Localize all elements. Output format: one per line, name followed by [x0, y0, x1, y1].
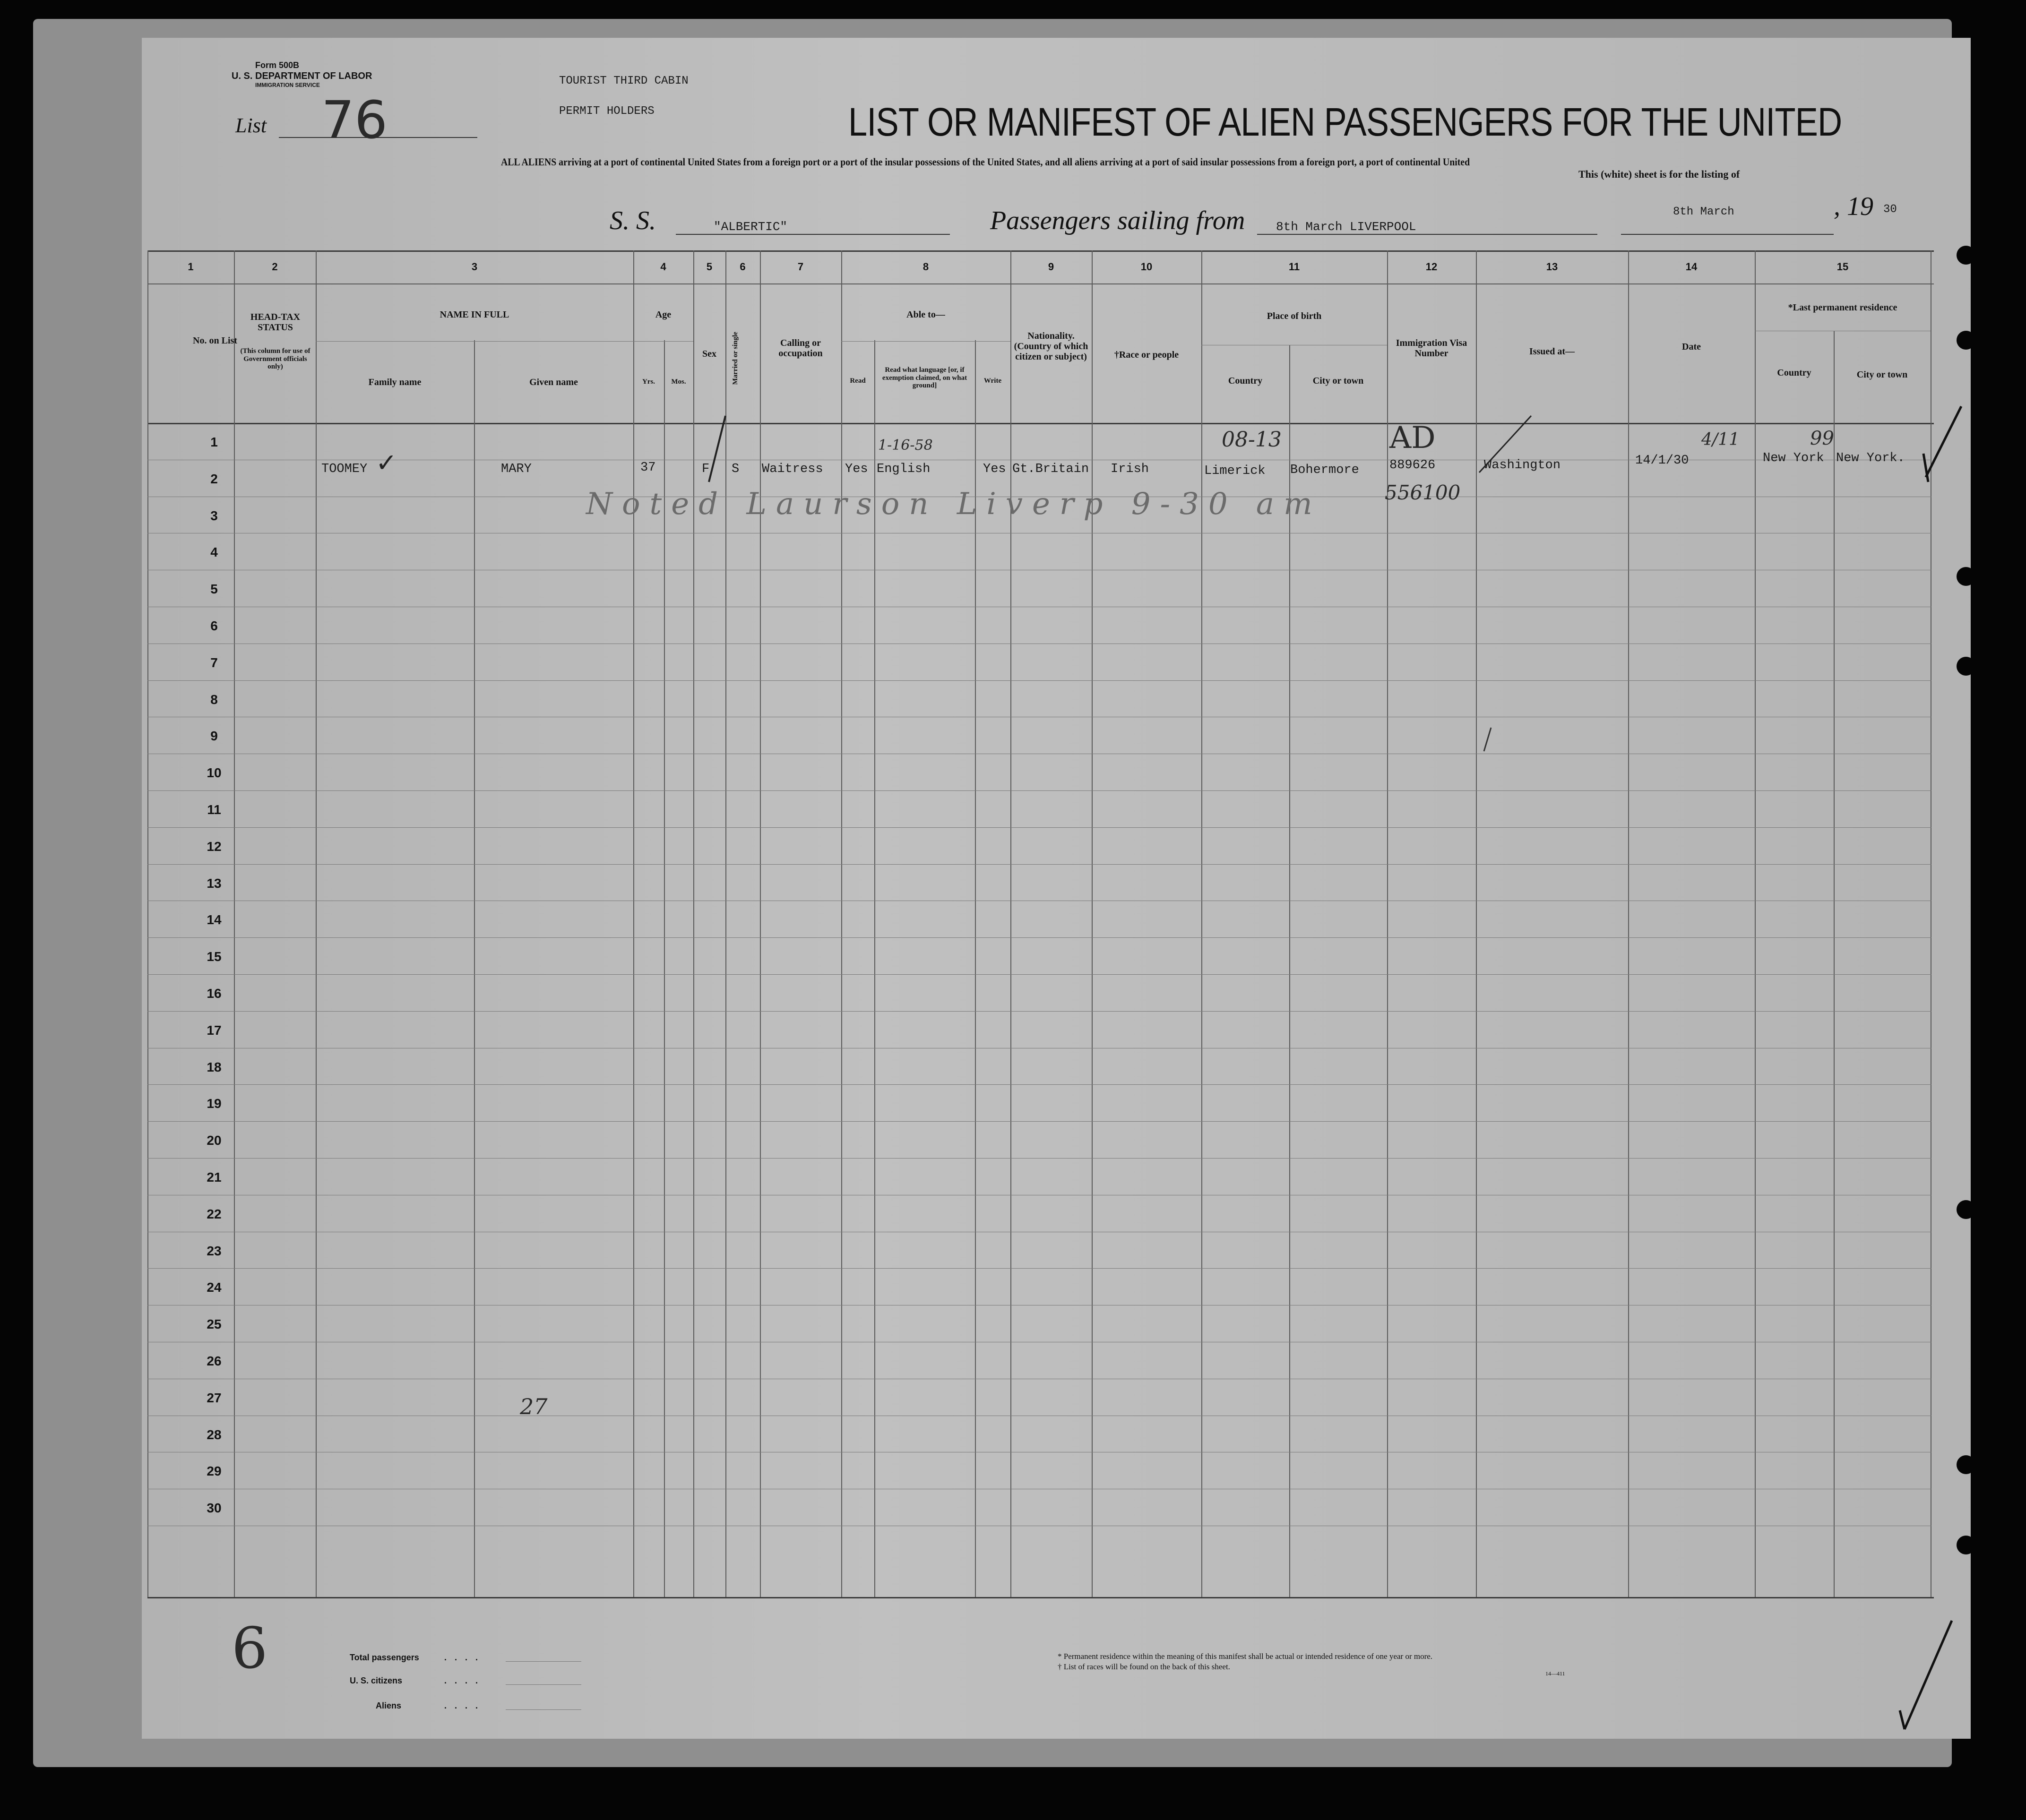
hdr-no-on-list: No. on List: [193, 335, 237, 346]
row-number: 9: [210, 729, 218, 743]
row-number: 7: [210, 655, 218, 670]
hdr-name-in-full: NAME IN FULL: [440, 309, 509, 320]
visa-handwritten: 556100: [1385, 481, 1461, 504]
colnum-9: 9: [1048, 261, 1054, 273]
hdr-birth-country: Country: [1228, 376, 1263, 386]
hdr-place-of-birth: Place of birth: [1267, 311, 1322, 321]
department-name: U. S. DEPARTMENT OF LABOR: [232, 71, 372, 81]
row-number: 21: [207, 1170, 222, 1185]
row-number: 2: [210, 472, 218, 486]
footnote-residence: * Permanent residence within the meaning of this manifest shall be actual or intended residence of one year or more.: [1058, 1652, 1433, 1661]
read-value: Yes: [845, 462, 868, 476]
check-stroke: [1926, 406, 1961, 477]
hdr-visa: Immigration Visa Number: [1396, 338, 1467, 359]
row-number: 29: [207, 1464, 222, 1478]
hdr-sex: Sex: [702, 349, 716, 359]
hdr-birth-city: City or town: [1312, 376, 1364, 386]
row-number: 5: [210, 582, 218, 596]
row-number: 13: [207, 876, 222, 891]
residence-code: 99: [1810, 428, 1834, 449]
row-number: 25: [207, 1317, 222, 1331]
dot-leader: . . . .: [444, 1676, 481, 1685]
colnum-14: 14: [1685, 261, 1698, 273]
list-label: List: [235, 114, 267, 137]
hdr-age: Age: [655, 309, 672, 320]
colnum-4: 4: [660, 261, 666, 273]
hdr-yrs: Yrs.: [642, 378, 655, 386]
hdr-read-language: Read what language [or, if exemption claimed, on what ground]: [882, 366, 967, 389]
hdr-mos: Mos.: [671, 378, 686, 386]
aliens-label: Aliens: [376, 1701, 402, 1710]
row-number: 18: [207, 1060, 222, 1074]
marital-value: S: [732, 462, 740, 476]
row-number: 1: [210, 435, 218, 449]
race-value: Irish: [1111, 462, 1149, 476]
colnum-2: 2: [272, 261, 278, 273]
row-number: 11: [207, 802, 221, 817]
list-number: 76: [321, 90, 388, 150]
row-number: 20: [207, 1133, 222, 1148]
row-number: 4: [210, 545, 218, 559]
given-name-value: MARY: [501, 462, 532, 476]
birth-country-value: Limerick: [1204, 464, 1266, 478]
language-value: English: [877, 462, 931, 476]
pen-slash: [709, 416, 725, 482]
row-number: 26: [207, 1354, 222, 1368]
colnum-10: 10: [1140, 261, 1153, 273]
colnum-3: 3: [471, 261, 478, 273]
row2-handwriting: Noted Laurson Liverp 9-30 am: [586, 487, 1322, 522]
row-number: 8: [210, 692, 218, 707]
colnum-8: 8: [922, 261, 929, 273]
colnum-12: 12: [1425, 261, 1438, 273]
hdr-res-city: City or town: [1856, 369, 1908, 380]
service-name: IMMIGRATION SERVICE: [255, 82, 320, 88]
sailing-from: 8th March LIVERPOOL: [1276, 220, 1416, 234]
hdr-last-residence: *Last permanent residence: [1788, 302, 1897, 313]
sailing-date: 8th March: [1673, 206, 1734, 218]
hdr-read: Read: [850, 377, 866, 385]
pen-mark: [1484, 728, 1491, 751]
nationality-value: Gt.Britain: [1012, 462, 1089, 476]
hdr-family-name: Family name: [368, 377, 422, 387]
print-code: 14—411: [1545, 1670, 1565, 1677]
row-number: 17: [207, 1023, 222, 1038]
hdr-nationality: Nationality. (Country of which citizen or subject): [1014, 331, 1088, 362]
check-stroke: [1923, 454, 1928, 482]
row-number: 30: [207, 1501, 222, 1515]
ship-name: "ALBERTIC": [714, 220, 788, 234]
age-value: 37: [640, 461, 656, 475]
res-city-value: New York.: [1836, 451, 1905, 465]
colnum-6: 6: [740, 261, 746, 273]
year-suffix: 30: [1883, 203, 1897, 216]
given-name-mark: 27: [520, 1394, 548, 1419]
visa-number-value: 889626: [1389, 458, 1436, 472]
colnum-11: 11: [1288, 261, 1300, 273]
table-bottom-border: [147, 1597, 1934, 1598]
row-number: 10: [207, 765, 222, 780]
row-number: 16: [207, 986, 222, 1001]
class-note-1: TOURIST THIRD CABIN: [559, 75, 689, 87]
us-citizens-line: [506, 1684, 581, 1685]
checkmark-icon: ✓: [376, 448, 397, 478]
row-number: 12: [207, 839, 222, 854]
date-note: 4/11: [1701, 430, 1740, 449]
colnum-7: 7: [797, 261, 804, 273]
us-citizens-label: U. S. citizens: [350, 1676, 403, 1685]
row-number: 14: [207, 912, 222, 927]
hdr-able-to: Able to—: [906, 309, 945, 320]
manifest-title: LIST OR MANIFEST OF ALIEN PASSENGERS FOR THE UNITED: [848, 100, 1842, 144]
margin-number: 6: [232, 1616, 268, 1682]
row-number: 19: [207, 1096, 222, 1111]
colnum-13: 13: [1546, 261, 1558, 273]
hdr-date: Date: [1682, 342, 1701, 352]
birth-city-value: Bohermore: [1290, 463, 1359, 477]
total-passengers-label: Total passengers: [350, 1653, 419, 1662]
colnum-5: 5: [706, 261, 713, 273]
birth-code: 08-13: [1222, 428, 1282, 452]
visa-initials: AD: [1389, 421, 1436, 455]
ss-label: S. S.: [610, 206, 656, 235]
check-stroke: [1900, 1710, 1905, 1729]
row-number: 27: [207, 1391, 222, 1405]
language-code: 1-16-58: [878, 437, 933, 454]
hdr-given-name: Given name: [529, 377, 578, 387]
colnum-15: 15: [1836, 261, 1849, 273]
sailing-label: Passengers sailing from: [990, 206, 1245, 235]
hdr-res-country: Country: [1777, 368, 1811, 378]
dot-leader: . . . .: [444, 1701, 481, 1710]
row-number: 28: [207, 1427, 222, 1442]
intro-text: ALL ALIENS arriving at a port of continental United States from a foreign port or a port of the insular possessions of the United States, and all aliens arriving at a port of said insular possessions from a foreign port, a port of continental United: [501, 156, 1470, 168]
occupation-value: Waitress: [762, 462, 823, 476]
res-country-value: New York: [1763, 451, 1824, 465]
hdr-write: Write: [983, 377, 1002, 385]
aliens-line: [506, 1709, 581, 1710]
intro-text-2: This (white) sheet is for the listing of: [1578, 168, 1740, 180]
family-name-value: TOOMEY: [321, 462, 368, 476]
hdr-calling: Calling or occupation: [778, 338, 823, 359]
colnum-1: 1: [188, 261, 194, 273]
pen-slash: [1479, 416, 1531, 472]
hdr-married: Married or single: [731, 332, 739, 385]
date-value: 14/1/30: [1635, 454, 1689, 468]
hdr-issued-at: Issued at—: [1529, 346, 1575, 357]
class-note-2: PERMIT HOLDERS: [559, 105, 655, 118]
year-prefix: , 19: [1834, 192, 1873, 221]
row-number: 15: [207, 949, 222, 964]
row-number: 6: [210, 618, 218, 633]
row-number: 22: [207, 1207, 222, 1221]
row-number: 24: [207, 1280, 222, 1295]
footnote-races: † List of races will be found on the back of this sheet.: [1058, 1662, 1230, 1671]
write-value: Yes: [983, 462, 1006, 476]
row-number: 23: [207, 1244, 222, 1258]
hdr-head-tax-note: (This column for use of Government officials only): [240, 347, 310, 370]
dot-leader: . . . .: [444, 1653, 481, 1662]
check-stroke: [1905, 1621, 1952, 1729]
hdr-head-tax: HEAD-TAX STATUS: [250, 312, 301, 333]
hdr-race: †Race or people: [1114, 350, 1179, 360]
issued-at-value: Washington: [1484, 458, 1561, 472]
row-number: 3: [210, 508, 218, 523]
form-number: Form 500B: [255, 60, 300, 70]
sex-value: F: [702, 462, 710, 476]
total-passengers-line: [506, 1661, 581, 1662]
